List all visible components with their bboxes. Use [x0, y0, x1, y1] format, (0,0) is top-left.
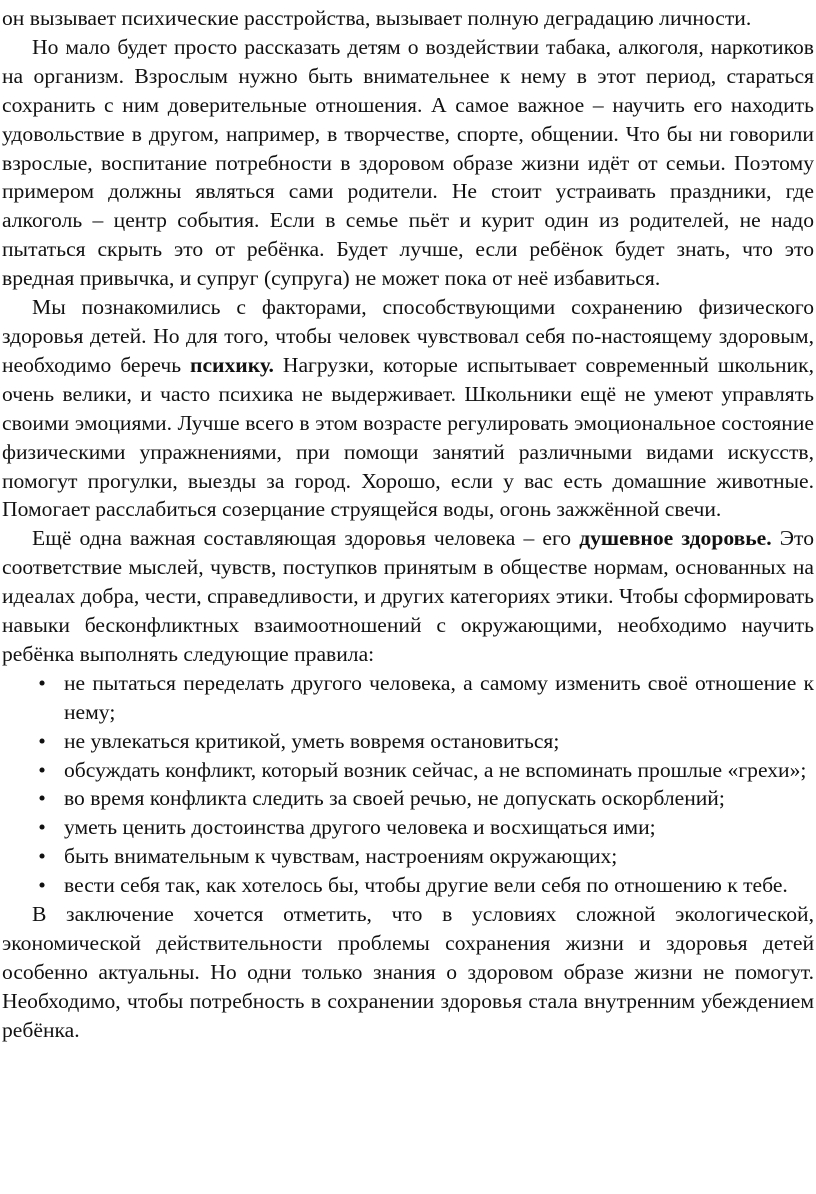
- list-item-text: быть внимательным к чувствам, настроениям окружающих;: [64, 844, 618, 869]
- paragraph-continuation: он вызывает психические расстройства, вызывает полную деградацию личности.: [2, 6, 752, 30]
- list-item: [2, 727, 814, 756]
- list-item-text: обсуждать конфликт, который возник сейчас, а не вспоминать прошлые «грехи»;: [64, 757, 807, 782]
- bullet-icon: •: [38, 815, 46, 840]
- paragraph-mental-health: [2, 524, 814, 669]
- list-item: [2, 784, 814, 813]
- list-item: [2, 813, 814, 842]
- bullet-icon: •: [38, 786, 46, 811]
- list-item-text: уметь ценить достоинства другого человека и восхищаться ими;: [64, 815, 656, 840]
- list-item: [2, 871, 814, 900]
- term-psyche: психику.: [190, 352, 274, 377]
- list-item: [2, 756, 814, 785]
- list-item-text: во время конфликта следить за своей речью, не допускать оскорблений;: [64, 786, 725, 811]
- list-item: [2, 842, 814, 871]
- term-mental-health: душевное здоровье.: [579, 526, 772, 551]
- paragraph-mental-health-text-start: Ещё одна важная составляющая здоровья человека – его: [32, 526, 580, 551]
- rules-list: [2, 669, 814, 900]
- bullet-icon: •: [38, 873, 46, 898]
- bullet-icon: •: [38, 728, 46, 753]
- paragraph-substances: Но мало будет просто рассказать детям о воздействии табака, алкоголя, наркотиков на организм. Взрослым нужно быть внимательнее к нему в этот период, стараться сохранить с ним доверительные отношения. А самое важное – научить его находить удовольствие в другом, например, в творчестве, спорте, общении. Что бы ни говорили взрослые, воспитание потребности в здоровом образе жизни идёт от семьи. Поэтому примером должны являться сами родители. Не стоит устраивать праздники, где алкоголь – центр события. Если в семье пьёт и курит один из родителей, не надо пытаться скрыть это от ребёнка. Будет лучше, если ребёнок будет знать, что это вредная привычка, и супруг (супруга) не может пока от неё избавиться.: [2, 34, 814, 291]
- paragraph-mental-health-text-end: Это соответствие мыслей, чувств, поступков принятым в обществе нормам, основанных на идеалах добра, чести, справедливости, и других категориях этики. Чтобы сформировать навыки бесконфликтных взаимоотношений с окружающими, необходимо научить ребёнка выполнять следующие правила:: [2, 526, 814, 666]
- paragraph-psyche-text-end: Нагрузки, которые испытывает современный школьник, очень велики, и часто психика не выдерживает. Школьники ещё не умеют управлять своими эмоциями. Лучше всего в этом возрасте регулировать эмоциональное состояние физическими упражнениями, при помощи занятий различными видами искусств, помогут прогулки, выезды за город. Хорошо, если у вас есть домашние животные. Помогает расслабиться созерцание струящейся воды, огонь зажжённой свечи.: [2, 352, 814, 522]
- bullet-icon: •: [38, 670, 46, 695]
- bullet-icon: •: [38, 757, 46, 782]
- paragraph-conclusion: В заключение хочется отметить, что в условиях сложной экологической, экономической действительности проблемы сохранения жизни и здоровья детей особенно актуальны. Но одни только знания о здоровом образе жизни не помогут. Необходимо, чтобы потребность в сохранении здоровья стала внутренним убеждением ребёнка.: [2, 902, 814, 1042]
- list-item-text: не увлекаться критикой, уметь вовремя остановиться;: [64, 728, 560, 753]
- list-item-text: вести себя так, как хотелось бы, чтобы другие вели себя по отношению к тебе.: [64, 873, 788, 898]
- list-item: [2, 669, 814, 727]
- paragraph-psyche-text-start: Мы познакомились с факторами, способствующими сохранению физического здоровья детей. Но для того, чтобы человек чувствовал себя по-настоящему здоровым, необходимо беречь: [2, 295, 814, 377]
- bullet-icon: •: [38, 844, 46, 869]
- paragraph-psyche: [2, 293, 814, 524]
- list-item-text: не пытаться переделать другого человека, а самому изменить своё отношение к нему;: [64, 670, 814, 724]
